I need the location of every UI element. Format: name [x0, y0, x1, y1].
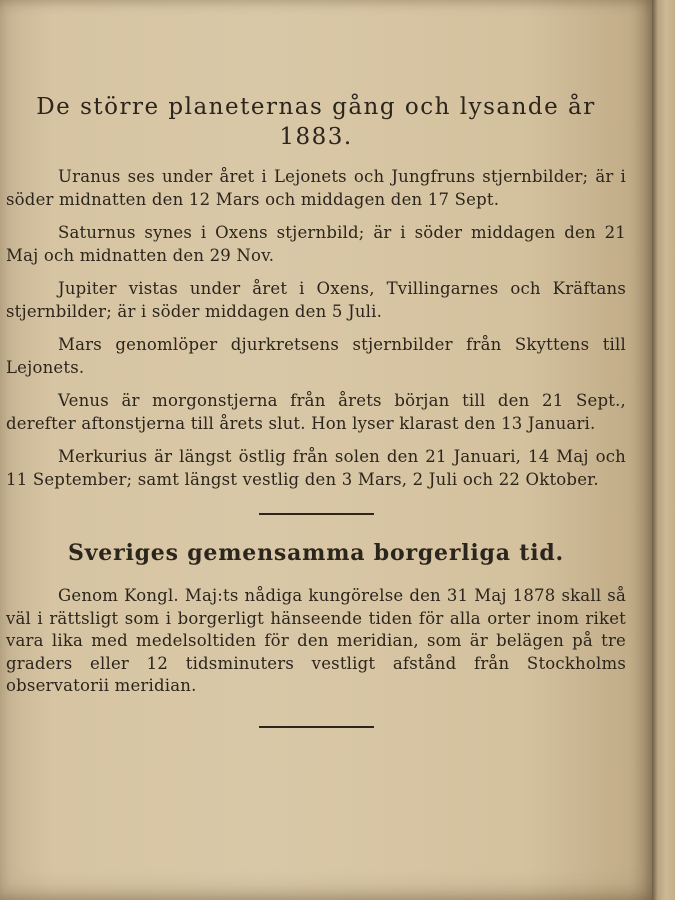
page-content — [6, 92, 626, 728]
bottom-divider — [259, 726, 374, 728]
entry-jupiter: Jupiter vistas under året i Oxens, Tvillingarnes och Kräftans stjernbilder; är i söder middagen den 5 Juli. — [6, 279, 626, 321]
section-divider — [259, 513, 374, 515]
entry-uranus: Uranus ses under året i Lejonets och Jungfruns stjernbilder; är i söder midnatten den 12 Mars och middagen den 17 Sept. — [6, 167, 626, 209]
civil-time-heading: Sveriges gemensamma borgerliga tid. — [68, 540, 564, 566]
planets-heading: De större planeternas gång och lysande år 1883. — [36, 94, 596, 150]
entry-venus: Venus är morgonstjerna från årets början till den 21 Sept., derefter aftonstjerna till årets slut. Hon lyser klarast den 13 Januari. — [6, 391, 626, 433]
entry-saturnus: Saturnus synes i Oxens stjernbild; är i söder middagen den 21 Maj och midnatten den 29 Nov. — [6, 223, 626, 265]
next-page-edge — [652, 0, 675, 900]
civil-time-text: Genom Kongl. Maj:ts nådiga kungörelse den 31 Maj 1878 skall så väl i rättsligt som i borgerligt hänseende tiden för alla orter inom riket vara lika med medelsoltiden för den meridian, som är belägen på tre graders eller 12 tidsminuters vestligt afstånd från Stockholms observatorii meridian. — [6, 586, 626, 695]
entry-merkurius: Merkurius är längst östlig från solen den 21 Januari, 14 Maj och 11 September; samt längst vestlig den 3 Mars, 2 Juli och 22 Oktober. — [6, 447, 626, 489]
entry-mars: Mars genomlöper djurkretsens stjernbilder från Skyttens till Lejonets. — [6, 335, 626, 377]
